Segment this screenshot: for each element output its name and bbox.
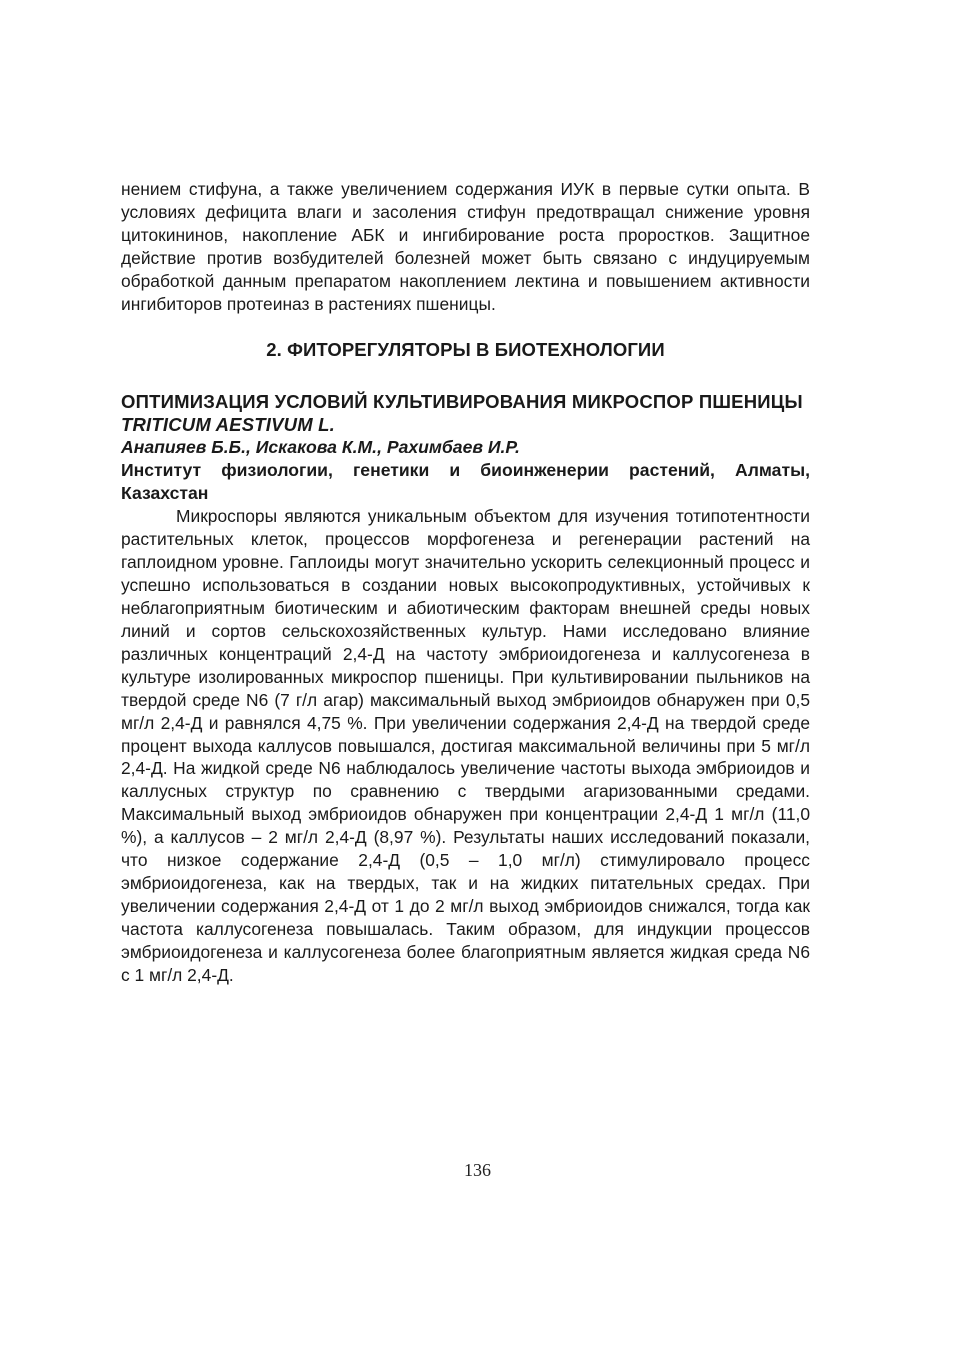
article-authors: Анапияев Б.Б., Искакова К.М., Рахимбаев И.Р. — [121, 437, 520, 458]
page-number: 136 — [464, 1160, 491, 1180]
page-content — [121, 178, 810, 986]
intro-paragraph: нением стифуна, а также увеличением содержания ИУК в первые сутки опыта. В условиях дефицита влаги и засоления стифун предотвращал снижение уровня цитокининов, накопление АБК и ингибирование роста проростков. Защитное действие против возбудителей болезней может быть связано с индуцируемым обработкой данным препаратом накоплением лектина и повышением активности ингибиторов протеиназ в растениях пшеницы. — [121, 179, 810, 314]
section-heading: 2. ФИТОРЕГУЛЯТОРЫ В БИОТЕХНОЛОГИИ — [266, 339, 665, 361]
article-title-main: ОПТИМИЗАЦИЯ УСЛОВИЙ КУЛЬТИВИРОВАНИЯ МИКРОСПОР ПШЕНИЦЫ — [121, 391, 803, 413]
article-abstract: Микроспоры являются уникальным объектом для изучения тотипотентности растительных клеток, процессов морфогенеза и регенерации растений на гаплоидном уровне. Гаплоиды могут значительно ускорить селекционный процесс и успешно использоваться в создании новых высокопродуктивных, устойчивых к неблагоприятным биотическим и абиотическим факторам внешней среды новых линий и сортов сельскохозяйственных культур. Нами исследовано влияние различных концентраций 2,4-Д на частоту эмбриоидогенеза и каллусогенеза в культуре изолированных микроспор пшеницы. При культивировании пыльников на твердой среде N6 (7 г/л агар) максимальный выход эмбриоидов обнаружен при 0,5 мг/л 2,4-Д и равнялся 4,75 %. При увеличении содержания 2,4-Д на твердой среде процент выхода каллусов повышался, достигая максимальной величины при 5 мг/л 2,4-Д. На жидкой среде N6 наблюдалось увеличение частоты выхода эмбриоидов и каллусных структур по сравнению с твердыми агаризованными средами. Максимальный выход эмбриоидов обнаружен при концентрации 2,4-Д 1 мг/л (11,0 %), а каллусов – 2 мг/л 2,4-Д (8,97 %). Результаты наших исследований показали, что низкое содержание 2,4-Д (0,5 – 1,0 мг/л) стимулировало процесс эмбриоидогенеза, как на твердых, так и на жидких питательных средах. При увеличении содержания 2,4-Д от 1 до 2 мг/л выход эмбриоидов снижался, тогда как частота каллусогенеза повышалась. Таким образом, для индукции процессов эмбриоидогенеза и каллусогенеза более благоприятным является жидкая среда N6 с 1 мг/л 2,4-Д. — [121, 506, 810, 985]
article-title — [121, 390, 810, 436]
article-institution: Институт физиологии, генетики и биоинженерии растений, Алматы, Казахстан — [121, 460, 810, 504]
article-title-species: TRITICUM AESTIVUM L. — [121, 414, 335, 436]
